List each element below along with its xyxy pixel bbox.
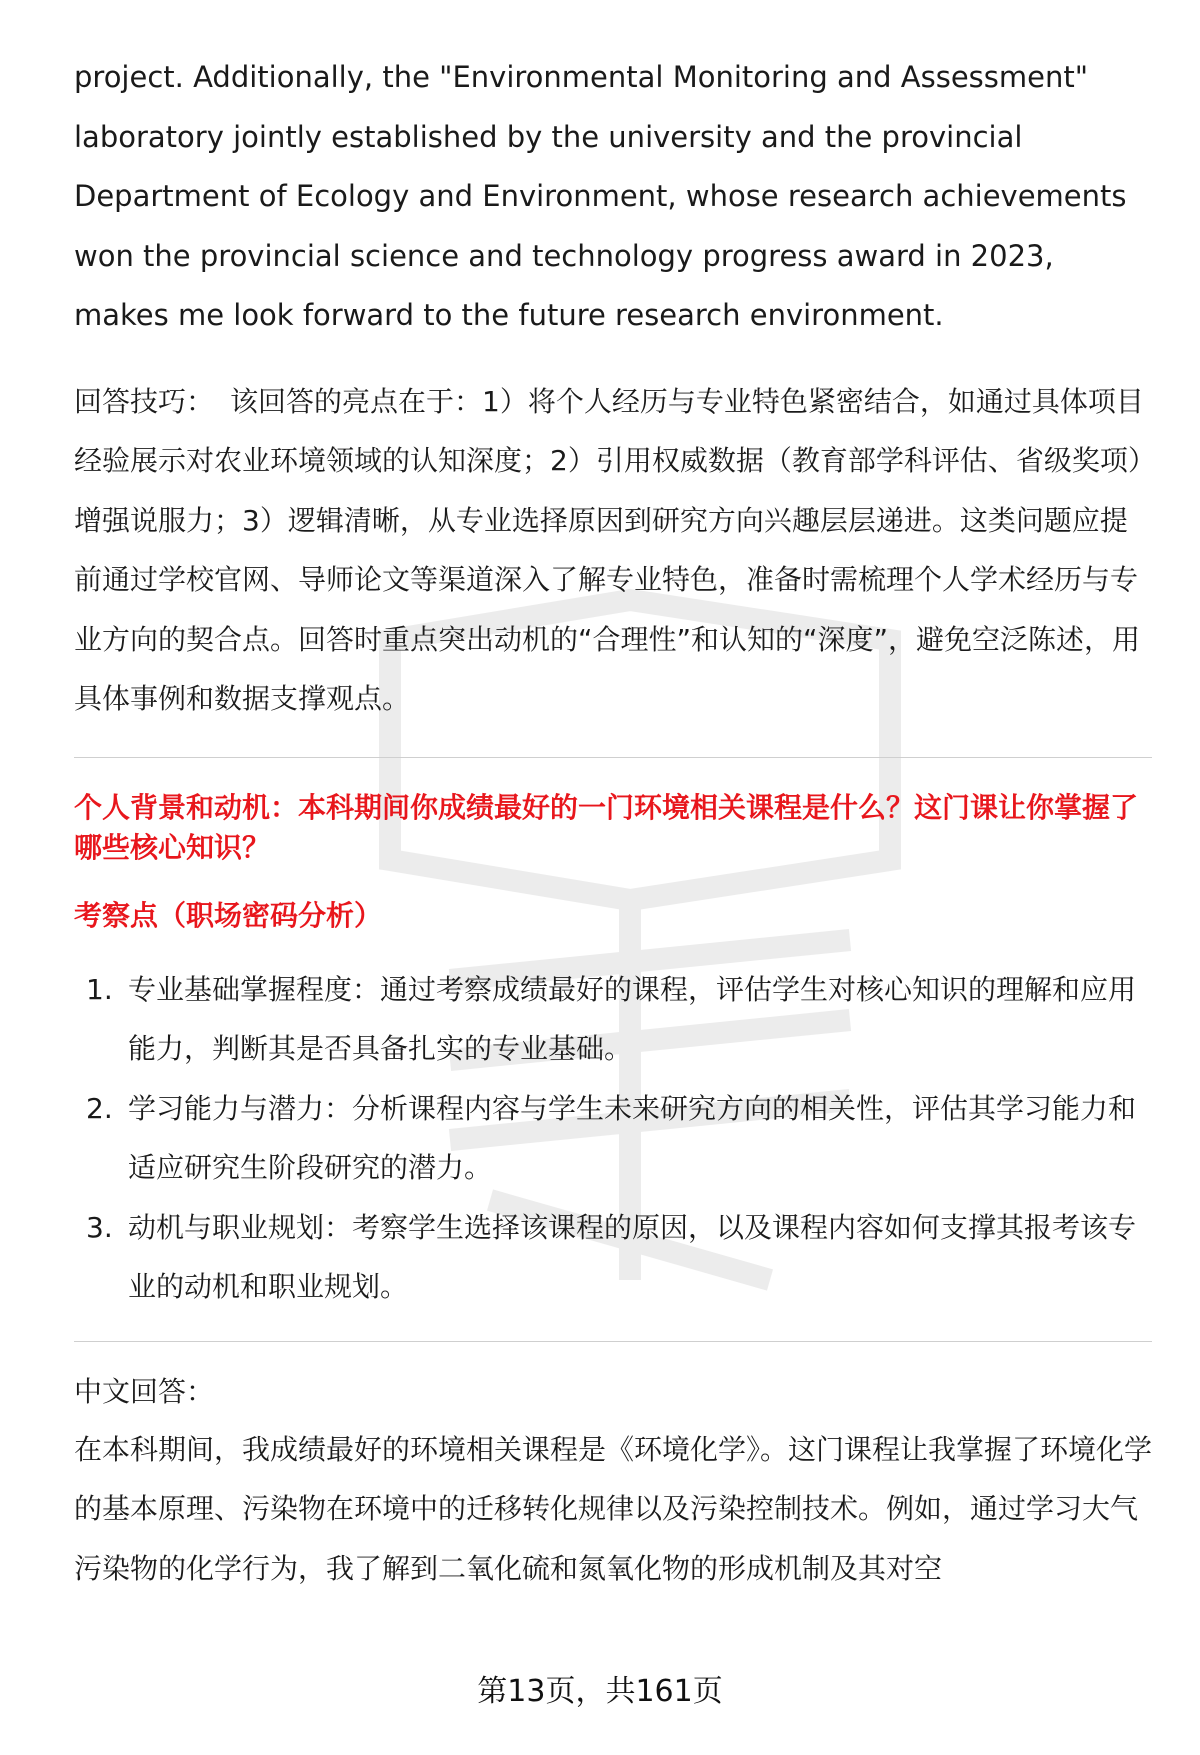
list-item <box>74 1198 1152 1317</box>
page-footer: 第13页，共161页 <box>477 1674 723 1709</box>
answer-text: 在本科期间，我成绩最好的环境相关课程是《环境化学》。这门课程让我掌握了环境化学的基本原理、污染物在环境中的迁移转化规律以及污染控制技术。例如，通过学习大气污染物的化学行为，我了解到二氧化硫和氮氧化物的形成机制及其对空 <box>74 1432 1153 1585</box>
list-item-text: 动机与职业规划：考察学生选择该课程的原因，以及课程内容如何支撑其报考该专业的动机和职业规划。 <box>128 1210 1137 1303</box>
assessment-list <box>74 960 1152 1317</box>
divider <box>74 1341 1152 1342</box>
document-page <box>74 48 1152 1598</box>
question-heading: 个人背景和动机：本科期间你成绩最好的一门环境相关课程是什么？这门课让你掌握了哪些核心知识？ <box>74 790 1139 864</box>
tips-label: 回答技巧： <box>74 384 215 418</box>
list-item <box>74 1079 1152 1198</box>
answer-tips <box>74 372 1152 729</box>
list-number: 2. <box>86 1091 113 1125</box>
list-number: 3. <box>86 1210 113 1244</box>
list-item <box>74 960 1152 1079</box>
list-number: 1. <box>86 972 113 1006</box>
divider <box>74 757 1152 758</box>
tips-text: 该回答的亮点在于：1）将个人经历与专业特色紧密结合，如通过具体项目经验展示对农业环境领域的认知深度；2）引用权威数据（教育部学科评估、省级奖项）增强说服力；3）逻辑清晰，从专业选择原因到研究方向兴趣层层递进。这类问题应提前通过学校官网、导师论文等渠道深入了解专业特色，准备时需梳理个人学术经历与专业方向的契合点。回答时重点突出动机的“合理性”和认知的“深度”，避免空泛陈述，用具体事例和数据支撑观点。 <box>74 384 1144 715</box>
list-item-text: 专业基础掌握程度：通过考察成绩最好的课程，评估学生对核心知识的理解和应用能力，判断其是否具备扎实的专业基础。 <box>128 972 1137 1065</box>
answer-label: 中文回答： <box>74 1374 215 1408</box>
assessment-heading: 考察点（职场密码分析） <box>74 898 383 932</box>
english-paragraph: project. Additionally, the "Environmental Monitoring and Assessment" laboratory jointly established by the university and the provincial Department of Ecology and Environment, whose research achievements won the provincial science and technology progress award in 2023, makes me look forward to the future research environment. <box>74 60 1127 332</box>
list-item-text: 学习能力与潜力：分析课程内容与学生未来研究方向的相关性，评估其学习能力和适应研究生阶段研究的潜力。 <box>128 1091 1137 1184</box>
